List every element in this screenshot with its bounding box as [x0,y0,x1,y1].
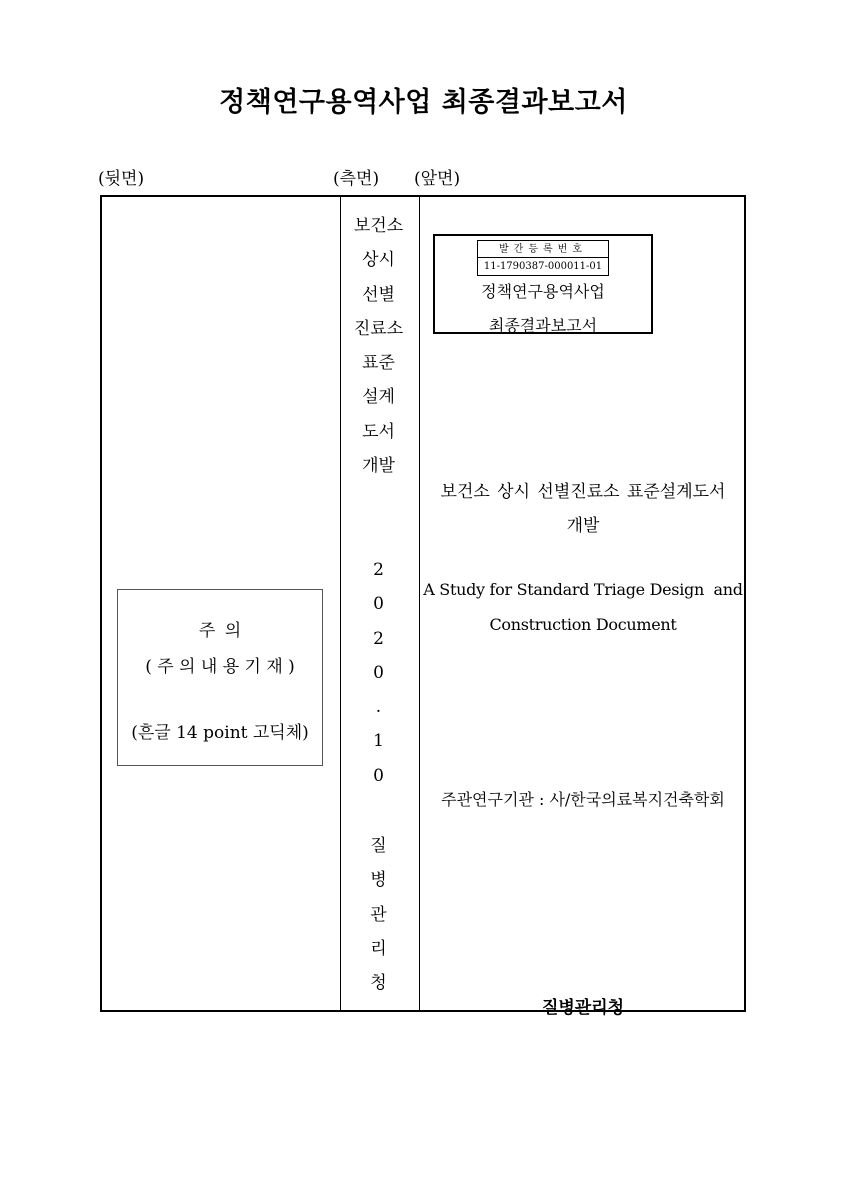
front-label: (앞면) [414,169,461,189]
notice-title: 주 의 [198,621,242,641]
spine-agency-char: 리 [370,938,387,959]
spine-agency-char: 청 [370,973,387,994]
side-label: (측면) [333,169,380,189]
spine-title-char: 보건소 [353,216,404,236]
notice-box [117,589,323,766]
report-type-line2: 최종결과보고서 [488,316,598,335]
spine-agency [339,829,418,1000]
spine-year-char: 0 [373,594,384,615]
spine-title-char: 설계 [362,387,395,408]
spine-agency-char: 관 [370,904,387,925]
registration-box [433,234,653,334]
registration-label: 발간등록번호 [478,241,608,258]
english-title-line2: Construction Document [489,615,677,634]
english-title-line1: A Study for Standard Triage Design and [423,580,743,599]
spine-title-char: 선별 [362,284,395,305]
spine-title [339,209,418,483]
korean-title-line2: 개발 [566,516,600,536]
institution: 주관연구기관 : 사/한국의료복지건축학회 [441,790,725,809]
notice-content-instruction: ( 주 의 내 용 기 재 ) [145,657,295,677]
spine-year-char: 1 [373,731,384,752]
registration-number-box [477,240,609,276]
spine-agency-char: 질 [370,836,387,856]
spine-title-char: 표준 [362,353,395,374]
spine-title-char: 도서 [362,421,395,442]
spine-year-char: 2 [373,560,384,580]
page-title: 정책연구용역사업 최종결과보고서 [219,87,628,118]
spine-year-char: 0 [373,765,384,786]
korean-title-line1: 보건소 상시 선별진료소 표준설계도서 [440,482,726,502]
spine-divider-right [419,197,420,1010]
back-label: (뒷면) [98,169,145,189]
spine-year-char: 2 [373,628,384,649]
spine-agency-char: 병 [370,870,387,891]
notice-font-instruction: (흔글 14 point 고딕체) [131,723,309,743]
spine-title-char: 진료소 [353,318,404,339]
report-type-line1: 정책연구용역사업 [481,282,605,301]
spine-year-char: . [375,697,382,718]
agency-name: 질병관리청 [541,998,625,1018]
spine-title-char: 개발 [362,456,395,477]
spine-year-char: 0 [373,662,384,683]
registration-number: 11-1790387-000011-01 [483,261,603,272]
spine-title-char: 상시 [362,250,395,271]
spine-year [339,553,418,793]
